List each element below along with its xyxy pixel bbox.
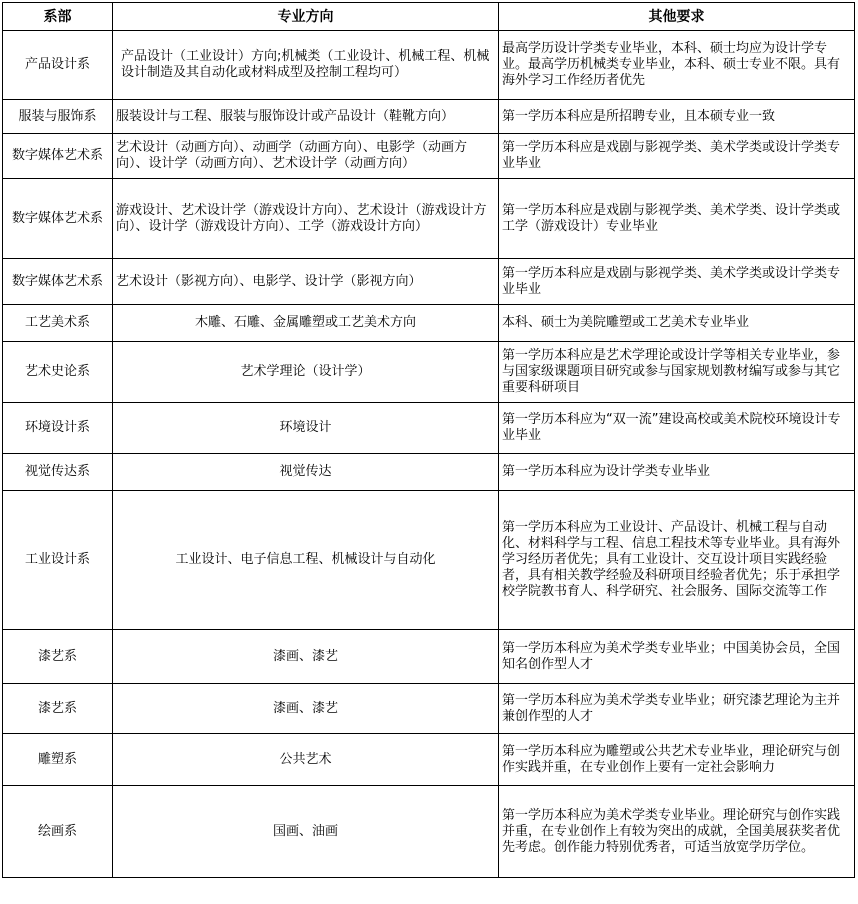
requirement-cell: 第一学历本科应是戏剧与影视学类、美术学类、设计学类或工学（游戏设计）专业毕业 bbox=[499, 179, 855, 259]
dept-cell: 产品设计系 bbox=[3, 31, 113, 100]
dept-cell: 数字媒体艺术系 bbox=[3, 259, 113, 305]
table-row bbox=[3, 403, 855, 454]
recruitment-table bbox=[2, 2, 855, 878]
dept-cell: 服装与服饰系 bbox=[3, 100, 113, 134]
major-cell: 艺术设计（影视方向）、电影学、设计学（影视方向） bbox=[113, 259, 499, 305]
major-cell: 艺术设计（动画方向）、动画学（动画方向）、电影学（动画方向）、设计学（动画方向）、艺术设计学（动画方向） bbox=[113, 134, 499, 179]
table-row bbox=[3, 179, 855, 259]
header-dept: 系部 bbox=[3, 3, 113, 31]
major-cell: 漆画、漆艺 bbox=[113, 630, 499, 684]
requirement-cell: 第一学历本科应是戏剧与影视学类、美术学类或设计学类专业毕业 bbox=[499, 134, 855, 179]
dept-cell: 工艺美术系 bbox=[3, 305, 113, 342]
table-row bbox=[3, 734, 855, 786]
requirement-cell: 第一学历本科应为“双一流”建设高校或美术院校环境设计专业毕业 bbox=[499, 403, 855, 454]
table-row bbox=[3, 31, 855, 100]
major-cell: 木雕、石雕、金属雕塑或工艺美术方向 bbox=[113, 305, 499, 342]
dept-cell: 数字媒体艺术系 bbox=[3, 179, 113, 259]
header-major: 专业方向 bbox=[113, 3, 499, 31]
requirement-cell: 第一学历本科应为美术学类专业毕业；研究漆艺理论为主并兼创作型的人才 bbox=[499, 684, 855, 734]
table-row bbox=[3, 342, 855, 403]
dept-cell: 艺术史论系 bbox=[3, 342, 113, 403]
requirement-cell: 第一学历本科应为美术学类专业毕业。理论研究与创作实践并重，在专业创作上有较为突出的成就，全国美展获奖者优先考虑。创作能力特别优秀者，可适当放宽学历学位。 bbox=[499, 786, 855, 878]
requirement-cell: 本科、硕士为美院雕塑或工艺美术专业毕业 bbox=[499, 305, 855, 342]
requirement-cell: 最高学历设计学类专业毕业，本科、硕士均应为设计学专业。最高学历机械类专业毕业，本科、硕士专业不限。具有海外学习工作经历者优先 bbox=[499, 31, 855, 100]
dept-cell: 漆艺系 bbox=[3, 630, 113, 684]
dept-cell: 绘画系 bbox=[3, 786, 113, 878]
table-row bbox=[3, 684, 855, 734]
table-row bbox=[3, 259, 855, 305]
dept-cell: 环境设计系 bbox=[3, 403, 113, 454]
table-row bbox=[3, 491, 855, 630]
major-cell: 服装设计与工程、服装与服饰设计或产品设计（鞋靴方向） bbox=[113, 100, 499, 134]
table-row bbox=[3, 100, 855, 134]
major-cell: 漆画、漆艺 bbox=[113, 684, 499, 734]
major-cell: 游戏设计、艺术设计学（游戏设计方向）、艺术设计（游戏设计方向）、设计学（游戏设计方向）、工学（游戏设计方向） bbox=[113, 179, 499, 259]
major-cell: 艺术学理论（设计学） bbox=[113, 342, 499, 403]
dept-cell: 视觉传达系 bbox=[3, 454, 113, 491]
requirement-cell: 第一学历本科应是艺术学理论或设计学等相关专业毕业，参与国家级课题项目研究或参与国家规划教材编写或参与其它重要科研项目 bbox=[499, 342, 855, 403]
requirement-cell: 第一学历本科应为工业设计、产品设计、机械工程与自动化、材料科学与工程、信息工程技术等专业毕业。具有海外学习经历者优先；具有工业设计、交互设计项目实践经验者，具有相关教学经验及科研项目经验者优先；乐于承担学校学院教书育人、科学研究、社会服务、国际交流等工作 bbox=[499, 491, 855, 630]
requirement-cell: 第一学历本科应为设计学类专业毕业 bbox=[499, 454, 855, 491]
requirement-cell: 第一学历本科应为美术学类专业毕业；中国美协会员，全国知名创作型人才 bbox=[499, 630, 855, 684]
table-row bbox=[3, 786, 855, 878]
major-cell: 视觉传达 bbox=[113, 454, 499, 491]
major-cell: 公共艺术 bbox=[113, 734, 499, 786]
table-row bbox=[3, 305, 855, 342]
table-row bbox=[3, 454, 855, 491]
major-cell: 产品设计（工业设计）方向;机械类（工业设计、机械工程、机械设计制造及其自动化或材料成型及控制工程均可） bbox=[113, 31, 499, 100]
major-cell: 环境设计 bbox=[113, 403, 499, 454]
dept-cell: 漆艺系 bbox=[3, 684, 113, 734]
header-row bbox=[3, 3, 855, 31]
dept-cell: 雕塑系 bbox=[3, 734, 113, 786]
major-cell: 工业设计、电子信息工程、机械设计与自动化 bbox=[113, 491, 499, 630]
requirement-cell: 第一学历本科应是戏剧与影视学类、美术学类或设计学类专业毕业 bbox=[499, 259, 855, 305]
requirement-cell: 第一学历本科应为雕塑或公共艺术专业毕业，理论研究与创作实践并重，在专业创作上要有一定社会影响力 bbox=[499, 734, 855, 786]
header-requirements: 其他要求 bbox=[499, 3, 855, 31]
dept-cell: 工业设计系 bbox=[3, 491, 113, 630]
table-row bbox=[3, 630, 855, 684]
requirement-cell: 第一学历本科应是所招聘专业，且本硕专业一致 bbox=[499, 100, 855, 134]
major-cell: 国画、油画 bbox=[113, 786, 499, 878]
table-row bbox=[3, 134, 855, 179]
dept-cell: 数字媒体艺术系 bbox=[3, 134, 113, 179]
